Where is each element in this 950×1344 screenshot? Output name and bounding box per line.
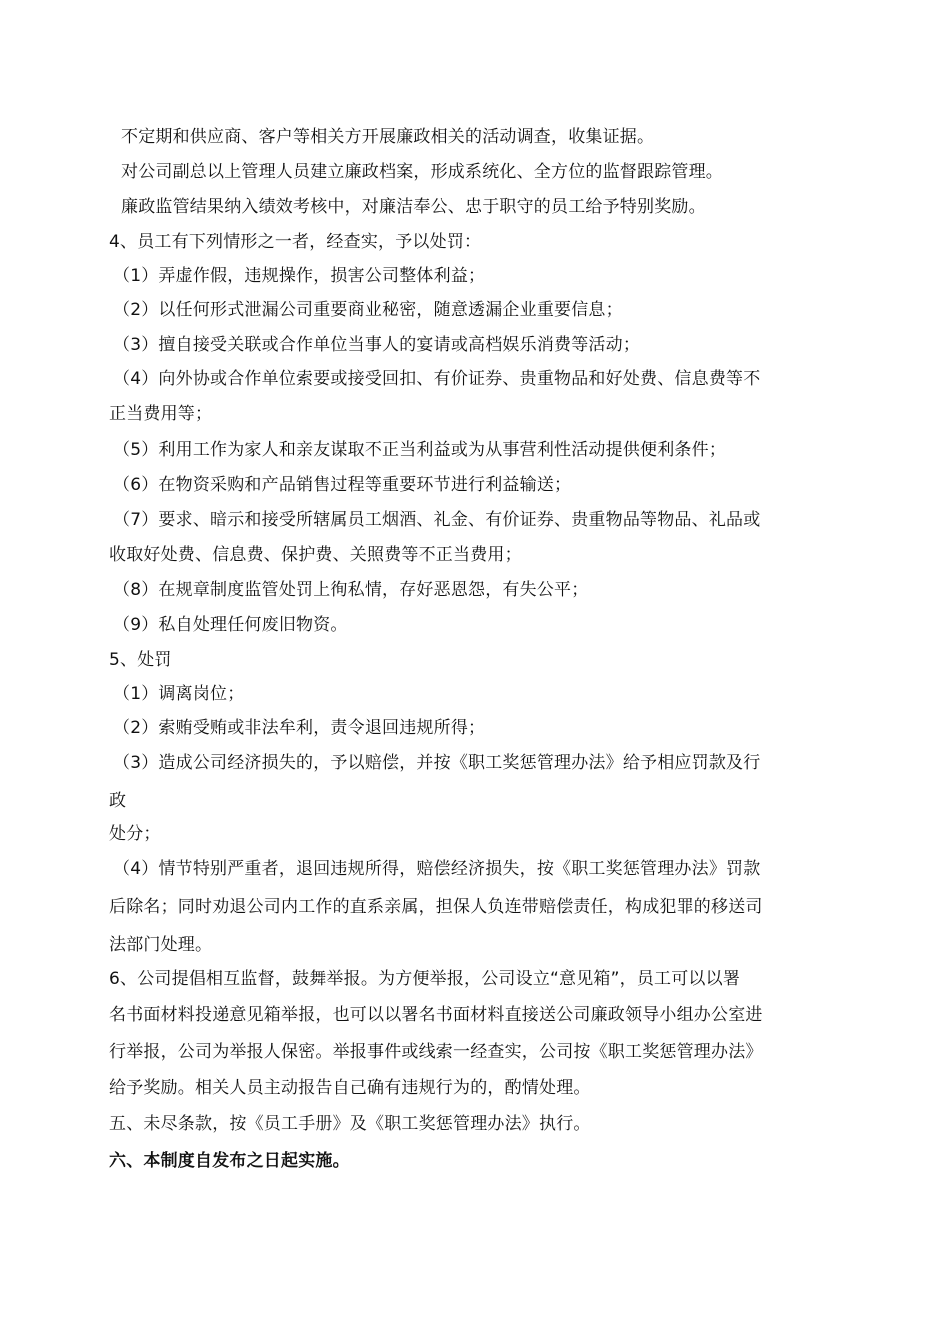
list-item-continuation: 政 [109,791,127,811]
section-heading-4: 4、员工有下列情形之一者，经查实，予以处罚： [109,232,482,252]
paragraph-line: 给予奖励。相关人员主动报告自己确有违规行为的，酌情处理。 [109,1078,591,1098]
list-item: （6）在物资采购和产品销售过程等重要环节进行利益输送； [113,475,572,495]
section-heading-5: 5、处罚 [109,650,172,670]
list-item: （1）弄虚作假，违规操作，损害公司整体利益； [113,266,486,286]
list-item-continuation: 处分； [109,824,161,844]
section-heading-six: 六、本制度自发布之日起实施。 [109,1151,350,1171]
list-item: （5）利用工作为家人和亲友谋取不正当利益或为从事营利性活动提供便利条件； [113,440,727,460]
list-item: （3）擅自接受关联或合作单位当事人的宴请或高档娱乐消费等活动； [113,335,641,355]
list-item: （2）索贿受贿或非法牟利，责令退回违规所得； [113,718,486,738]
list-item: （9）私自处理任何废旧物资。 [113,615,348,635]
list-item: （4）向外协或合作单位索要或接受回扣、有价证券、贵重物品和好处费、信息费等不 [113,369,761,389]
list-item: （3）造成公司经济损失的，予以赔偿，并按《职工奖惩管理办法》给予相应罚款及行 [113,753,761,773]
paragraph-line: 不定期和供应商、客户等相关方开展廉政相关的活动调查，收集证据。 [121,127,655,147]
list-item: （2）以任何形式泄漏公司重要商业秘密，随意透漏企业重要信息； [113,300,623,320]
paragraph-line: 对公司副总以上管理人员建立廉政档案，形成系统化、全方位的监督跟踪管理。 [121,162,723,182]
list-item: （4）情节特别严重者，退回违规所得，赔偿经济损失，按《职工奖惩管理办法》罚款 [113,859,761,879]
list-item: （8）在规章制度监管处罚上徇私情，存好恶恩怨，有失公平； [113,580,589,600]
list-item: （1）调离岗位； [113,684,245,704]
paragraph-line: 行举报，公司为举报人保密。举报事件或线索一经查实，公司按《职工奖惩管理办法》 [109,1042,763,1062]
section-heading-6: 6、公司提倡相互监督，鼓舞举报。为方便举报，公司设立“意见箱”，员工可以以署 [109,969,741,989]
list-item: （7）要求、暗示和接受所辖属员工烟酒、礼金、有价证券、贵重物品等物品、礼品或 [113,510,761,530]
list-item-continuation: 收取好处费、信息费、保护费、关照费等不正当费用； [109,545,522,565]
list-item-continuation: 法部门处理。 [109,935,213,955]
section-heading-five: 五、未尽条款，按《员工手册》及《职工奖惩管理办法》执行。 [109,1114,591,1134]
list-item-continuation: 后除名；同时劝退公司内工作的直系亲属，担保人负连带赔偿责任，构成犯罪的移送司 [109,897,763,917]
list-item-continuation: 正当费用等； [109,404,213,424]
paragraph-line: 名书面材料投递意见箱举报，也可以以署名书面材料直接送公司廉政领导小组办公室进 [109,1005,763,1025]
paragraph-line: 廉政监管结果纳入绩效考核中，对廉洁奉公、忠于职守的员工给予特别奖励。 [121,197,706,217]
